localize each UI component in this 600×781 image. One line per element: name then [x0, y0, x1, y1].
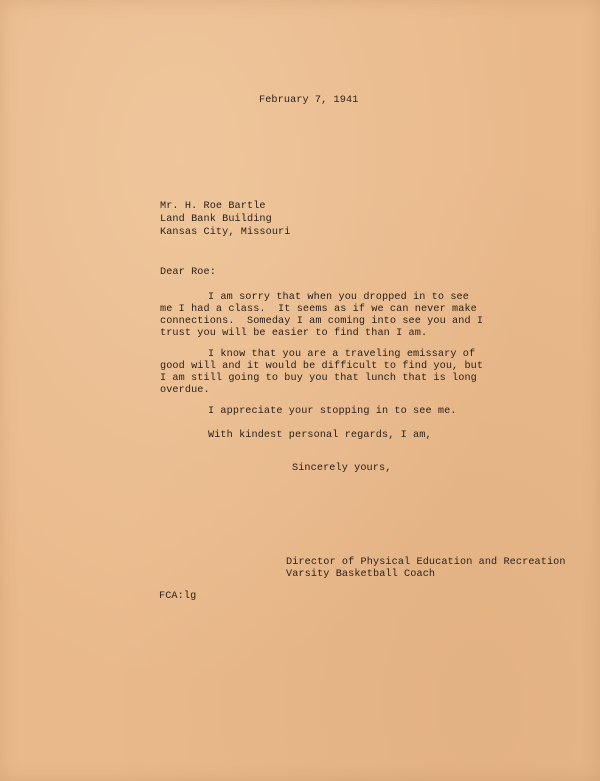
paragraph-1-line-3: connections. Someday I am coming into see you and I: [160, 316, 484, 327]
recipient-name: Mr. H. Roe Bartle: [160, 201, 266, 212]
salutation: Dear Roe:: [160, 267, 216, 278]
paragraph-1-line-1: I am sorry that when you dropped in to see: [208, 292, 469, 303]
paragraph-1-line-2: me I had a class. It seems as if we can never make: [160, 304, 477, 315]
closing: Sincerely yours,: [292, 463, 392, 474]
paragraph-4-line-1: With kindest personal regards, I am,: [208, 430, 432, 441]
letter-date: February 7, 1941: [259, 95, 359, 106]
signature-title-2: Varsity Basketball Coach: [286, 569, 436, 580]
recipient-city: Kansas City, Missouri: [160, 227, 291, 238]
paragraph-3-line-1: I appreciate your stopping in to see me.: [208, 406, 457, 417]
recipient-building: Land Bank Building: [160, 214, 272, 225]
paragraph-2-line-4: overdue.: [160, 385, 210, 396]
paragraph-2-line-3: I am still going to buy you that lunch that is long: [160, 373, 477, 384]
paragraph-1-line-4: trust you will be easier to find than I am.: [160, 328, 428, 339]
typist-initials: FCA:lg: [159, 591, 197, 602]
paragraph-2-line-2: good will and it would be difficult to find you, but: [160, 361, 484, 372]
signature-title-1: Director of Physical Education and Recreation: [286, 557, 566, 568]
paragraph-2-line-1: I know that you are a traveling emissary of: [208, 349, 476, 360]
